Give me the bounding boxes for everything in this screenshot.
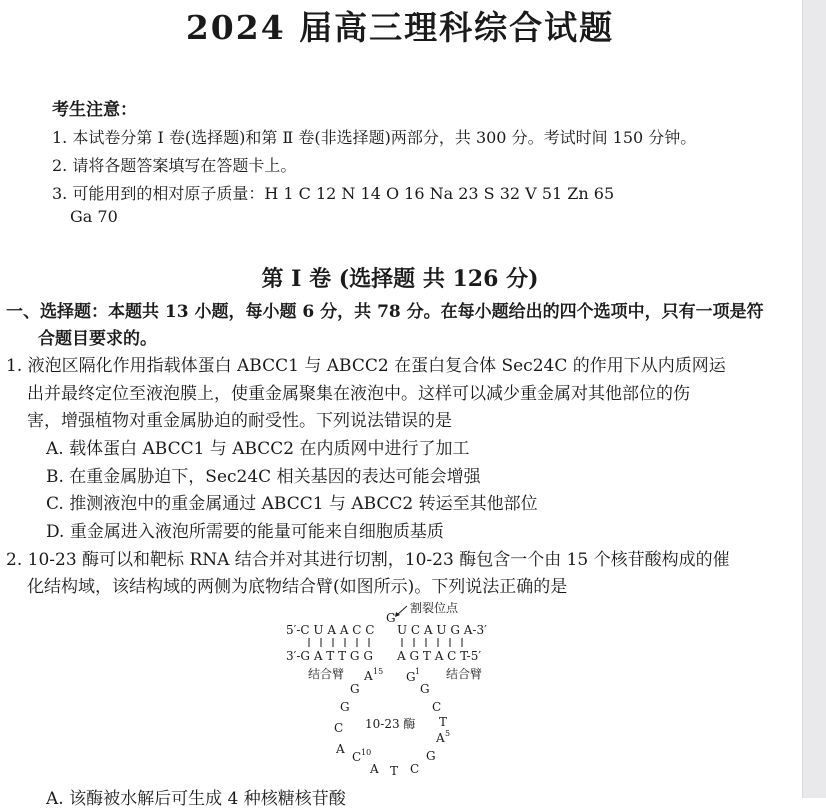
loop-left-1: G [350, 682, 360, 696]
top-strand-right: U C A U G A-3′ [397, 623, 487, 637]
q2-stem-line-2: 化结构域，该结构域的两侧为底物结合臂(如图所示)。下列说法正确的是 [27, 577, 568, 597]
notice-item-3: 3. 可能用到的相对原子质量：H 1 C 12 N 14 O 16 Na 23 S 32 V 51 Zn 65 [52, 184, 615, 203]
loop-bottom-4: G [426, 749, 436, 763]
loop-left-4: A [336, 742, 345, 756]
top-g: G [386, 611, 396, 625]
bottom-strand-right: A G T A C T-5′ [397, 649, 482, 663]
bottom-strand-left: 3′-G A T T G G [286, 649, 373, 663]
loop-bottom-2: T [390, 764, 399, 778]
loop-right-3: T [439, 715, 448, 729]
notice-heading: 考生注意： [52, 100, 137, 120]
notice-item-2: 2. 请将各题答案填写在答题卡上。 [52, 156, 297, 175]
arm-label-right: 结合臂 [446, 667, 483, 681]
cut-site-label: 割裂位点 [410, 601, 459, 615]
page-title: 2024 届高三理科综合试题 [185, 8, 615, 47]
q1-option-a: A. 载体蛋白 ABCC1 与 ABCC2 在内质网中进行了加工 [46, 439, 470, 459]
a15-label: A [364, 669, 373, 683]
notice-item-1: 1. 本试卷分第 Ⅰ 卷(选择题)和第 Ⅱ 卷(非选择题)两部分，共 300 分。考试时间 150 分钟。 [52, 128, 697, 147]
instructions-line-1: 一、选择题：本题共 13 小题，每小题 6 分，共 78 分。在每小题给出的四个选项中，只有一项是符 [6, 302, 764, 322]
loop-left-2: G [340, 700, 350, 714]
top-strand-left: 5′-C U A A C C [286, 623, 375, 637]
a5-label: A [436, 731, 445, 745]
q1-option-b: B. 在重金属胁迫下，Sec24C 相关基因的表达可能会增强 [46, 467, 481, 487]
q1-stem-line-2: 出并最终定位至液泡膜上，使重金属聚集在液泡中。这样可以减少重金属对其他部位的伤 [27, 384, 690, 404]
loop-bottom-1: A [370, 762, 379, 776]
cut-site-arrow [397, 606, 407, 615]
base-pair-ticks [309, 638, 462, 647]
q1-option-c: C. 推测液泡中的重金属通过 ABCC1 与 ABCC2 转运至其他部位 [46, 494, 538, 514]
loop-bottom-3: C [410, 762, 420, 776]
scrollbar-edge [802, 0, 803, 798]
a5-superscript: 5 [445, 729, 451, 738]
loop-left-3: C [334, 721, 344, 735]
notice-item-3-continuation: Ga 70 [70, 207, 118, 226]
c10-label: C [352, 750, 362, 764]
q2-stem-line-1: 2. 10-23 酶可以和靶标 RNA 结合并对其进行切割，10-23 酶包含一个由 15 个核苷酸构成的催 [6, 550, 730, 570]
q1-stem-line-3: 害，增强植物对重金属胁迫的耐受性。下列说法错误的是 [27, 411, 452, 431]
q2-option-a-partial: A. 该酶被水解后可生成 4 种核糖核苷酸 [46, 789, 346, 809]
loop-right-2: C [432, 700, 442, 714]
g1-superscript: 1 [415, 667, 421, 676]
scrollbar[interactable] [802, 0, 826, 798]
instructions-line-2: 合题目要求的。 [38, 329, 157, 349]
q1-stem-line-1: 1. 液泡区隔化作用指载体蛋白 ABCC1 与 ABCC2 在蛋白复合体 Sec24C 的作用下从内质网运 [6, 356, 726, 376]
g1-label: G [406, 670, 416, 684]
loop-right-1: G [420, 682, 430, 696]
c10-superscript: 10 [361, 748, 372, 757]
section-title: 第 Ⅰ 卷 (选择题 共 126 分) [261, 266, 539, 292]
enzyme-diagram [270, 596, 530, 786]
arm-label-left: 结合臂 [308, 667, 345, 681]
a15-superscript: 15 [373, 667, 384, 676]
center-label: 10-23 酶 [365, 717, 416, 731]
q1-option-d: D. 重金属进入液泡所需要的能量可能来自细胞质基质 [46, 522, 444, 542]
